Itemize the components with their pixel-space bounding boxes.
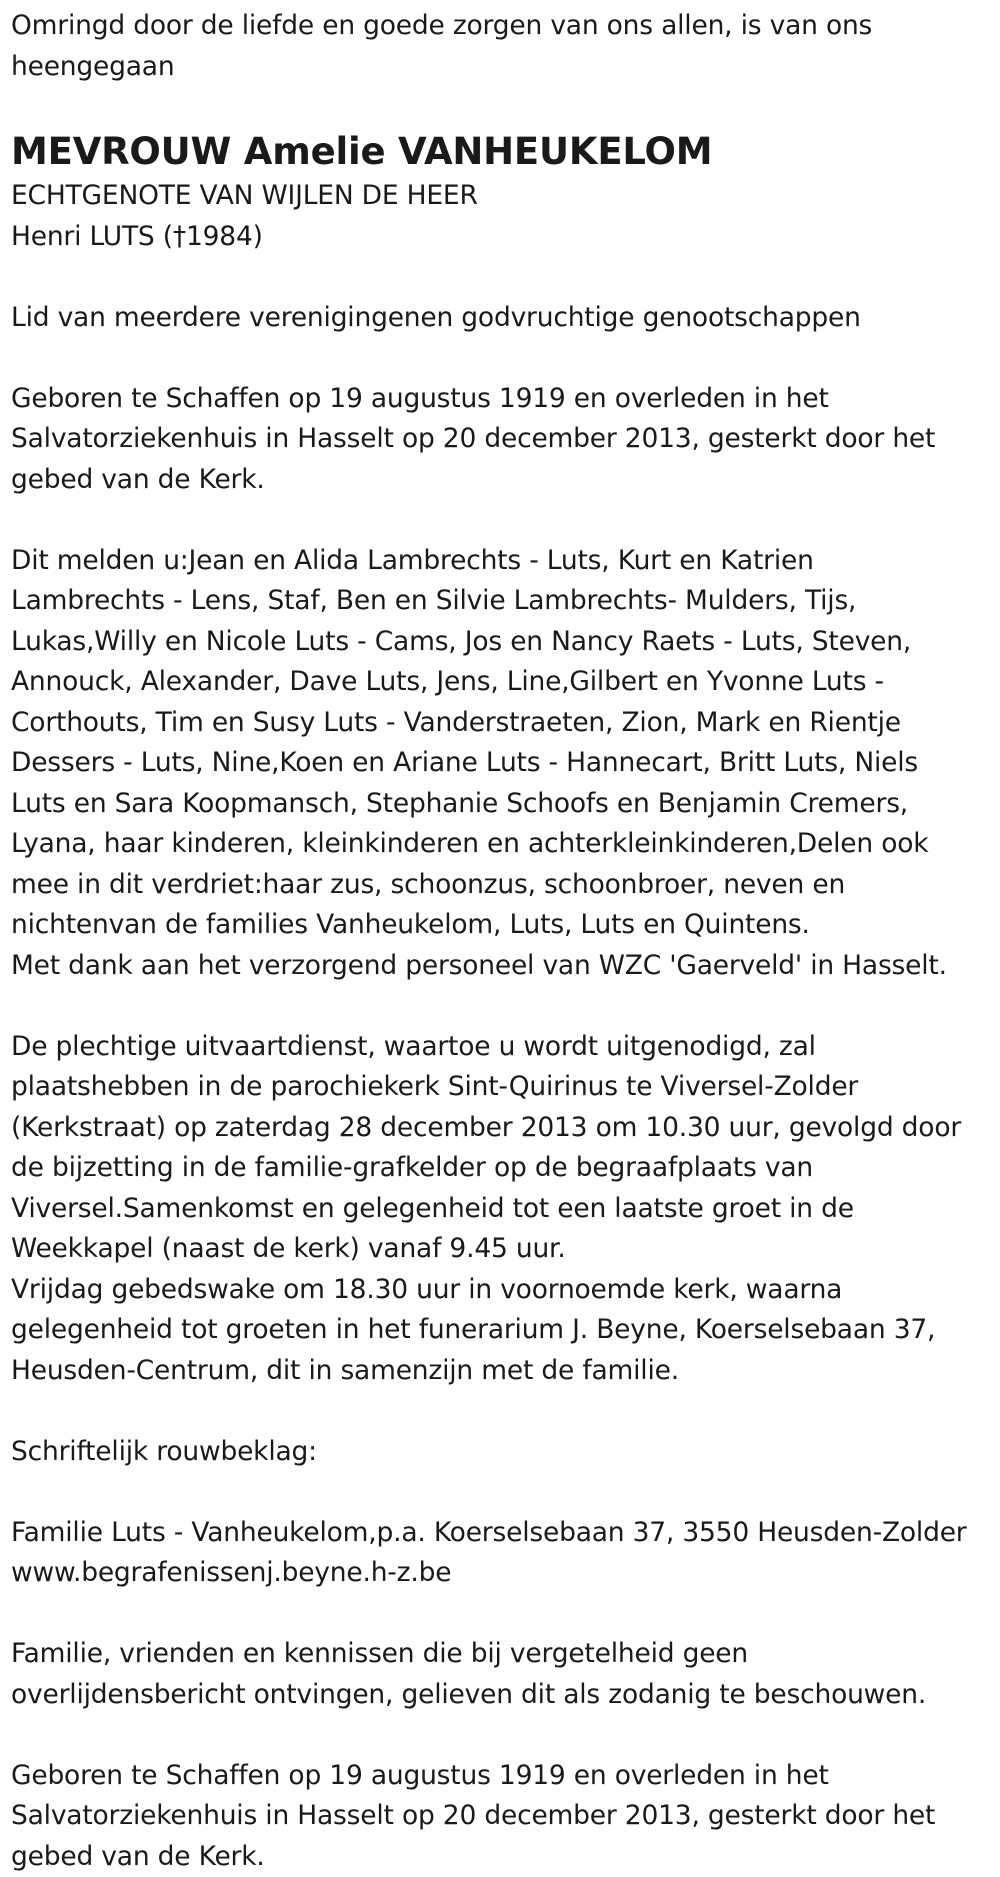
membership-text: Lid van meerdere verenigingenen godvruchtige genootschappen — [11, 298, 1000, 339]
notice-text: Familie, vrienden en kennissen die bij vergetelheid geen overlijdensbericht ontvingen, gelieven dit als zodanig te beschouwen. — [11, 1634, 1000, 1715]
intro-text: Omringd door de liefde en goede zorgen van ons allen, is van ons heengegaan — [11, 6, 1000, 87]
condolence-label: Schriftelijk rouwbeklag: — [11, 1432, 1000, 1473]
family-announcement: Dit melden u:Jean en Alida Lambrechts - Luts, Kurt en Katrien Lambrechts - Lens, Staf, Ben en Silvie Lambrechts- Mulders, Tijs, Lukas,Willy en Nicole Luts - Cams, Jos en Nancy Raets - Luts, Steven, Annouck, Alexander, Dave Luts, Jens, Line,Gilbert en Yvonne Luts - Corthouts, Tim en Susy Luts - Vanderstraeten, Zion, Mark en Rientje Dessers - Luts, Nine,Koen en Ariane Luts - Hannecart, Britt Luts, Niels Luts en Sara Koopmansch, Stephanie Schoofs en Benjamin Cremers, Lyana, haar kinderen, kleinkinderen en achterkleinkinderen,Delen ook mee in dit verdriet:haar zus, schoonzus, schoonbroer, neven en nichtenvan de families Vanheukelom, Luts, Luts en Quintens. Met dank aan het verzorgend personeel van WZC 'Gaerveld' in Hasselt. — [11, 541, 1000, 987]
funeral-details: De plechtige uitvaartdienst, waartoe u wordt uitgenodigd, zal plaatshebben in de parochiekerk Sint-Quirinus te Viversel-Zolder (Kerkstraat) op zaterdag 28 december 2013 om 10.30 uur, gevolgd door de bijzetting in de familie-grafkelder op de begraafplaats van Viversel.Samenkomst en gelegenheid tot een laatste groet in de Weekkapel (naast de kerk) vanaf 9.45 uur. Vrijdag gebedswake om 18.30 uur in voornoemde kerk, waarna gelegenheid tot groeten in het funerarium J. Beyne, Koerselsebaan 37, Heusden-Centrum, dit in samenzijn met de familie. — [11, 1027, 1000, 1392]
deceased-name: MEVROUW Amelie VANHEUKELOM — [11, 128, 1000, 176]
spouse-info: ECHTGENOTE VAN WIJLEN DE HEER Henri LUTS (†1984) — [11, 176, 1000, 257]
birth-death-repeat-text: Geboren te Schaffen op 19 augustus 1919 en overleden in het Salvatorziekenhuis in Hasselt op 20 december 2013, gesterkt door het gebed van de Kerk. — [11, 1756, 1000, 1877]
condolence-address: Familie Luts - Vanheukelom,p.a. Koerselsebaan 37, 3550 Heusden-Zolder www.begrafenissenj.beyne.h-z.be — [11, 1513, 1000, 1594]
birth-death-text: Geboren te Schaffen op 19 augustus 1919 en overleden in het Salvatorziekenhuis in Hasselt op 20 december 2013, gesterkt door het gebed van de Kerk. — [11, 379, 1000, 501]
